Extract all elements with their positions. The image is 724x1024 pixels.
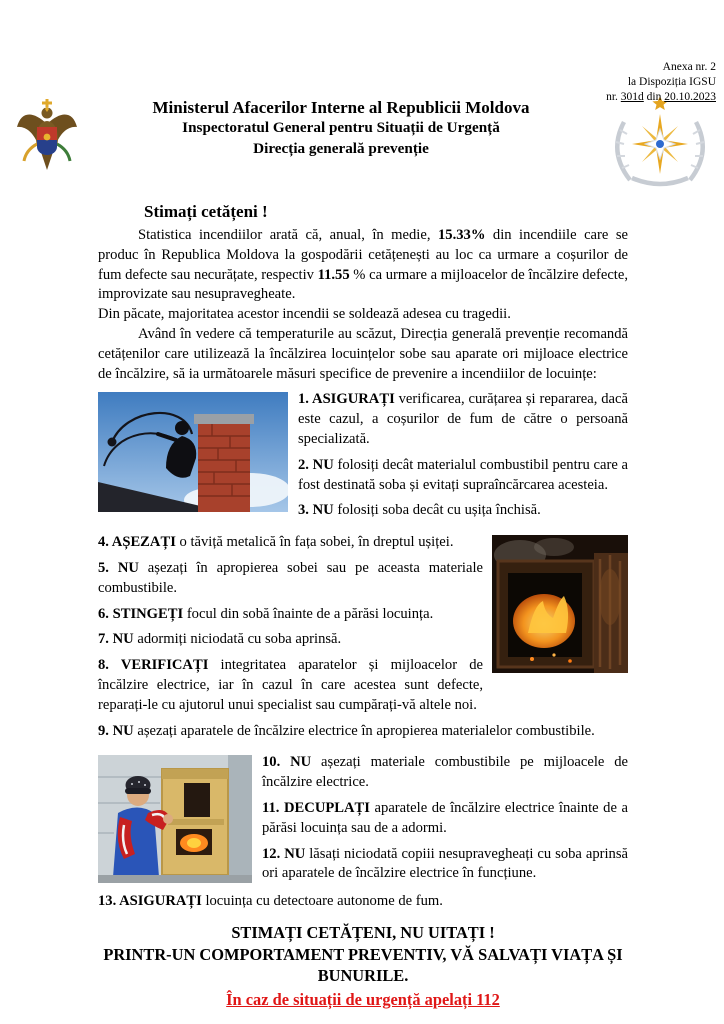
measure-text: așezați în apropierea sobei sau pe aceasta materiale combustibile.	[98, 559, 483, 596]
measure-number: 7.	[98, 631, 113, 648]
statistic-heating-percentage: 11.55	[317, 266, 350, 283]
disposition-number: 301d	[620, 91, 644, 104]
intro-paragraph-statistics: Statistica incendiilor arată că, anual, în medie, 15.33% din incendiile care se produc în Republica Moldova la gospodării cetățenești au loc ca urmare a coșurilor de fum defecte sau necurățate, respectiv 11.55 % ca urmare a mijloacelor de încălzire defecte, improvizate sau nesupravegheate.	[98, 227, 629, 303]
measure-text: așezați materiale combustibile pe mijloacele de încălzire electrice.	[262, 754, 628, 791]
emergency-call-line: În caz de situații de urgență apelați 112	[226, 989, 500, 1009]
measure-keyword: DECUPLAȚI	[284, 799, 370, 816]
warning-line-1: STIMAȚI CETĂȚENI, NU UITAȚI !	[231, 922, 495, 942]
measure-number: 3.	[298, 502, 313, 519]
inspectorate-title: Inspectoratul General pentru Situații de Urgență	[182, 119, 500, 137]
measure-keyword: NU	[112, 631, 134, 648]
measure-keyword: NU	[312, 502, 334, 519]
measure-text: adormiți niciodată cu soba aprinsă.	[133, 631, 342, 648]
measure-keyword: STINGEȚI	[112, 605, 184, 622]
warning-line-2: PRINTR-UN COMPORTAMENT PREVENTIV, VĂ SALVAȚI VIAȚA ȘI BUNURILE.	[103, 944, 623, 986]
measure-text: focul din sobă înainte de a părăsi locuința.	[183, 605, 434, 622]
ministry-title-block	[145, 98, 537, 160]
measures-section-child	[98, 753, 628, 884]
measure-number: 2.	[298, 456, 313, 473]
measure-number: 8.	[98, 657, 121, 674]
igsu-star-emblem-icon	[602, 94, 718, 190]
chimney-sweep-photo	[98, 392, 288, 512]
annex-line-1: Anexa nr. 2	[662, 61, 716, 73]
measure-keyword: ASIGURAȚI	[312, 391, 395, 408]
measure-number: 11.	[262, 799, 285, 816]
measure-keyword: NU	[284, 845, 306, 862]
measure-keyword: VERIFICAȚI	[120, 657, 209, 674]
document-body	[0, 202, 724, 1012]
measure-text: folosiți decât materialul combustibil pentru care a fost destinată soba și evitați supraîncărcarea acesteia.	[298, 456, 628, 493]
measure-text: lăsați niciodată copiii nesupravegheați cu soba aprinsă ori aparatele de încălzire electrice în funcțiune.	[262, 845, 628, 882]
measure-text: locuința cu detectoare autonome de fum.	[201, 893, 443, 910]
measure-number: 13.	[98, 893, 120, 910]
measure-number: 5.	[98, 559, 118, 576]
document-header	[0, 94, 724, 190]
measure-keyword: AȘEZAȚI	[111, 534, 176, 551]
measure-number: 4.	[98, 534, 112, 551]
measure-text: verificarea, curățarea și repararea, dacă este cazul, a coșurilor de fum de către o persoană specializată.	[298, 391, 628, 447]
statistic-chimney-percentage: 15.33%	[437, 227, 486, 243]
measure-item	[98, 892, 628, 912]
intro-paragraph-tragedy: Din păcate, majoritatea acestor incendii se soldează adesea cu tragedii.	[98, 306, 511, 323]
measure-keyword: ASIGURAȚI	[119, 893, 202, 910]
measures-section-chimney	[98, 390, 628, 527]
measure-number: 6.	[98, 605, 113, 622]
measure-keyword: NU	[112, 722, 134, 739]
child-near-stove-photo	[98, 755, 252, 883]
intro-paragraph-recommendation: Având în vedere că temperaturile au scăzut, Direcția generală prevenție recomandă cetățenilor care utilizează la încălzirea locuințelor sobe sau aparate ori mijloace electrice de încălzire, să ia următoarele măsuri specifice de prevenire a incendiilor de locuințe:	[98, 325, 628, 382]
measure-keyword: NU	[290, 754, 312, 771]
measure-keyword: NU	[312, 456, 334, 473]
disposition-date: 20.10.2023	[664, 91, 716, 104]
ministry-title: Ministerul Afacerilor Interne al Republicii Moldova	[152, 98, 530, 117]
measure-text: aparatele de încălzire electrice înainte de a părăsi locuința sau de a adormi.	[262, 799, 628, 836]
measure-text: integritatea aparatelor și mijloacelor de încălzire electrice, iar în cazul în care acestea sunt defecte, reparați-le cu ajutorul unui specialist sau cumpărați-vă altele noi.	[98, 657, 483, 713]
annex-line-2: la Dispoziția IGSU	[627, 76, 716, 89]
measure-text: folosiți soba decât cu ușița închisă.	[333, 502, 541, 519]
directorate-title: Direcția generală prevenție	[253, 140, 429, 158]
moldova-coat-of-arms-icon	[14, 94, 80, 182]
measure-number: 12.	[262, 845, 285, 862]
measure-item	[98, 722, 628, 742]
measure-number: 9.	[98, 722, 113, 739]
measure-text: o tăviță metalică în fața sobei, în dreptul ușiței.	[175, 534, 454, 551]
measure-number: 10.	[262, 754, 291, 771]
footer-warning	[98, 922, 628, 1012]
measures-section-stove	[98, 533, 628, 747]
burning-stove-photo	[492, 535, 628, 673]
salutation-heading: Stimați cetățeni !	[144, 202, 268, 221]
measure-text: așezați aparatele de încălzire electrice în apropierea materialelor combustibile.	[133, 722, 595, 739]
measure-keyword: NU	[117, 559, 139, 576]
annex-line-3: nr. 301d din 20.10.2023	[606, 91, 716, 104]
annex-note	[606, 60, 716, 106]
measure-number: 1.	[298, 391, 313, 408]
